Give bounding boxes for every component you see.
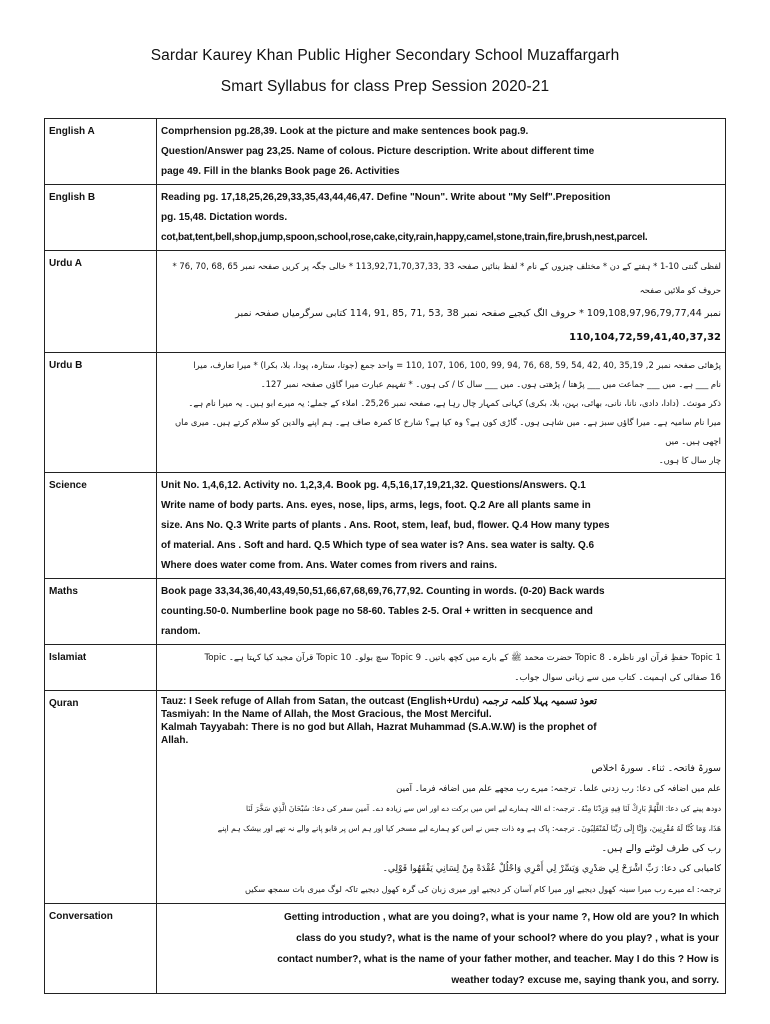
content-line: Tauz: I Seek refuge of Allah from Satan, the outcast (English+Urdu) تعوذ تسمیہ پہلا کلمہ ترجمہ bbox=[161, 696, 598, 707]
subject-label: Maths bbox=[45, 579, 157, 645]
content-line: size. Ans No. Q.3 Write parts of plants . Ans. Root, stem, leaf, bud, flower. Q.4 How many types bbox=[161, 520, 610, 531]
table-row bbox=[45, 691, 726, 904]
content-line: دودھ پینے کی دعا: اللَّهُمَّ بَارِكْ لَنَا فِيهِ وَزِدْنَا مِنْهُ۔ ترجمہ: اے اللہ ہمارے لیے اس میں برکت دے اور اس سے زیادہ دے۔ آمین سفر کی دعا: سُبْحَانَ الَّذِي سَخَّرَ لَنَا bbox=[246, 804, 721, 813]
content-line: هَذَا، وَمَا كُنَّا لَهُ مُقْرِنِينَ، وَإِنَّا إِلَى رَبِّنَا لَمُنْقَلِبُونَ۔ ترجمہ: پاک ہے وہ ذات جس نے اس کو ہمارے لیے مسخر کیا اور ہم اس پر قابو پانے والے نہ تھے اور بیشک ہم اپنے bbox=[217, 824, 721, 833]
content-line: Allah. bbox=[161, 735, 189, 746]
content-line: Getting introduction , what are you doing?, what is your name ?, How old are you? In which bbox=[283, 912, 719, 923]
content-line: counting.50-0. Numberline book page no 58-60. Tables 2-5. Oral + written in secquence and bbox=[161, 606, 593, 617]
syllabus-title: Smart Syllabus for class Prep Session 2020-21 bbox=[220, 78, 550, 95]
subject-label: English B bbox=[45, 185, 157, 251]
syllabus-table bbox=[44, 118, 726, 994]
subject-content bbox=[157, 579, 726, 645]
table-row bbox=[45, 353, 726, 473]
subject-label: English A bbox=[45, 119, 157, 185]
content-line: Question/Answer pag 23,25. Name of colous. Picture description. Write about different time bbox=[161, 146, 595, 157]
content-line: Write name of body parts. Ans. eyes, nose, lips, arms, legs, foot. Q.2 Are all plants same in bbox=[161, 500, 591, 511]
content-line: Topic 1 حفظِ قرآن اور ناظرہ۔ Topic 8 حضرت محمد ﷺ کے بارے میں کچھ باتیں۔ Topic 9 سچ بولو۔ Topic 10 قرآن مجید کیا کہتا ہے۔ Topic bbox=[204, 653, 721, 663]
content-line: نام ___ ہے۔ میں ___ جماعت میں ___ پڑھتا / پڑھتی ہوں۔ میں ___ سال کا / کی ہوں۔ * تفہیم عبارت میرا گاؤں صفحہ نمبر 127۔ bbox=[260, 379, 721, 389]
content-line: Kalmah Tayyabah: There is no god but Allah, Hazrat Muhammad (S.A.W.W) is the prophet of bbox=[161, 722, 597, 733]
content-line: Reading pg. 17,18,25,26,29,33,35,43,44,46,47. Define "Noun". Write about "My Self".Preposition bbox=[161, 192, 611, 203]
table-row bbox=[45, 185, 726, 251]
content-line: میرا نام سامیہ ہے۔ میرا گاؤں سبز ہے۔ میں شاہی ہوں۔ گاڑی کون ہے؟ وہ کیا ہے؟ شارخ کا کمرہ صاف ہے۔ ہم اپنے والدین کو سلام کرتے ہیں۔ میری ماں اچھی ہیں۔ میں bbox=[175, 417, 721, 446]
content-line: Comprhension pg.28,39. Look at the picture and make sentences book pag.9. bbox=[161, 126, 529, 137]
subject-label: Conversation bbox=[45, 904, 157, 994]
content-line: Book page 33,34,36,40,43,49,50,51,66,67,68,69,76,77,92. Counting in words. (0-20) Back wards bbox=[161, 586, 605, 597]
content-line: page 49. Fill in the blanks Book page 26. Activities bbox=[161, 166, 400, 177]
subject-content bbox=[157, 251, 726, 353]
content-line: contact number?, what is the name of your father mother, and teacher. May I do this ? How is bbox=[277, 954, 719, 965]
content-line: 110,104,72,59,41,40,37,32 bbox=[569, 332, 721, 343]
subject-content bbox=[157, 691, 726, 904]
content-line: نمبر 109,108,97,96,79,77,44 * حروف الگ کیجیے صفحہ نمبر 38 ,53 ,71 ,85 ,91 ,114 کتابی سرگرمیاں صفحہ نمبر bbox=[235, 308, 721, 319]
content-line: پڑھائی صفحہ نمبر 2, 35,19 ,40 ,42 ,54 ,59 ,68 ,76 ,94 ,99 ,100 ,106 ,107 ,110 = واحد جمع (جوتا، ستارہ، پودا، بلا، بکرا) * میرا تعارف، میرا bbox=[193, 360, 721, 370]
table-row bbox=[45, 645, 726, 691]
content-line: علم میں اضافہ کی دعا: رب زدنی علما۔ ترجمہ: میرے رب مجھے علم میں اضافہ فرما۔ آمین bbox=[396, 784, 721, 794]
subject-label: Islamiat bbox=[45, 645, 157, 691]
subject-label: Urdu B bbox=[45, 353, 157, 473]
subject-content bbox=[157, 119, 726, 185]
content-line: چار سال کا ہوں۔ bbox=[658, 455, 721, 465]
table-row bbox=[45, 473, 726, 579]
content-line: 16 صفائی کی اہمیت۔ کتاب میں سے زبانی سوال جواب۔ bbox=[514, 673, 721, 683]
content-line: ذکر مونث۔ (دادا، دادی، نانا، نانی، بھائی، بہن، بلا، بکری) کہانی کمہار چال رہا ہے، صفحہ نمبر 25,26۔ املاء کے جملے: یہ میرے ابو ہیں۔ یہ میرا نام ہے۔ bbox=[188, 398, 721, 408]
content-line: Where does water come from. Ans. Water comes from rivers and rains. bbox=[161, 560, 498, 571]
content-line: random. bbox=[161, 626, 201, 637]
subject-content bbox=[157, 645, 726, 691]
content-line: cot,bat,tent,bell,shop,jump,spoon,school,rose,cake,city,rain,happy,camel,stone,train,fire,brush,nest,parcel. bbox=[161, 232, 648, 243]
subject-label: Urdu A bbox=[45, 251, 157, 353]
quran-urdu-block bbox=[161, 759, 721, 899]
subject-content bbox=[157, 473, 726, 579]
quran-english-block bbox=[161, 694, 721, 747]
content-line: سورۃ فاتحہ۔ ثناء۔ سورۃ اخلاص bbox=[591, 763, 721, 774]
subject-label: Quran bbox=[45, 691, 157, 904]
table-row bbox=[45, 904, 726, 994]
content-line: Unit No. 1,4,6,12. Activity no. 1,2,3,4. Book pg. 4,5,16,17,19,21,32. Questions/Answers. Q.1 bbox=[161, 480, 586, 491]
content-line: class do you study?, what is the name of your school? where do you play? , what is your bbox=[296, 933, 719, 944]
table-row bbox=[45, 579, 726, 645]
subject-content bbox=[157, 185, 726, 251]
subject-label: Science bbox=[45, 473, 157, 579]
table-row bbox=[45, 251, 726, 353]
content-line: pg. 15,48. Dictation words. bbox=[161, 212, 288, 223]
content-line: of material. Ans . Soft and hard. Q.5 Which type of sea water is? Ans. sea water is salty. Q.6 bbox=[161, 540, 595, 551]
table-row bbox=[45, 119, 726, 185]
content-line: رب کی طرف لوٹنے والے ہیں۔ bbox=[601, 843, 721, 854]
content-line: Tasmiyah: In the Name of Allah, the Most Gracious, the Most Merciful. bbox=[161, 709, 492, 720]
subject-content bbox=[157, 353, 726, 473]
subject-content bbox=[157, 904, 726, 994]
school-title: Sardar Kaurey Khan Public Higher Secondary School Muzaffargarh bbox=[150, 47, 620, 64]
content-line: weather today? excuse me, saying thank you, and sorry. bbox=[451, 975, 719, 986]
content-line: کامیابی کی دعا: رَبِّ اشْرَحْ لِي صَدْرِي وَيَسِّرْ لِي أَمْرِي وَاحْلُلْ عُقْدَةً مِنْ لِسَانِي يَفْقَهُوا قَوْلِي۔ bbox=[382, 864, 721, 874]
content-line: ترجمہ: اے میرے رب میرا سینہ کھول دیجیے اور میرا کام آسان کر دیجیے اور میری زبان کی گرہ کھول دیجیے تاکہ لوگ میری بات سمجھ سکیں bbox=[244, 884, 721, 894]
content-line: لفظی گنتی 10-1 * ہفتے کے دن * مختلف چیزوں کے نام * لفظ بنائیں صفحہ 33 ,113,92,71,70,37,33 * خالی جگہ پر کریں صفحہ نمبر 65 ,68 ,70 ,76 * حروف کو ملائیں صفحہ bbox=[172, 261, 721, 295]
